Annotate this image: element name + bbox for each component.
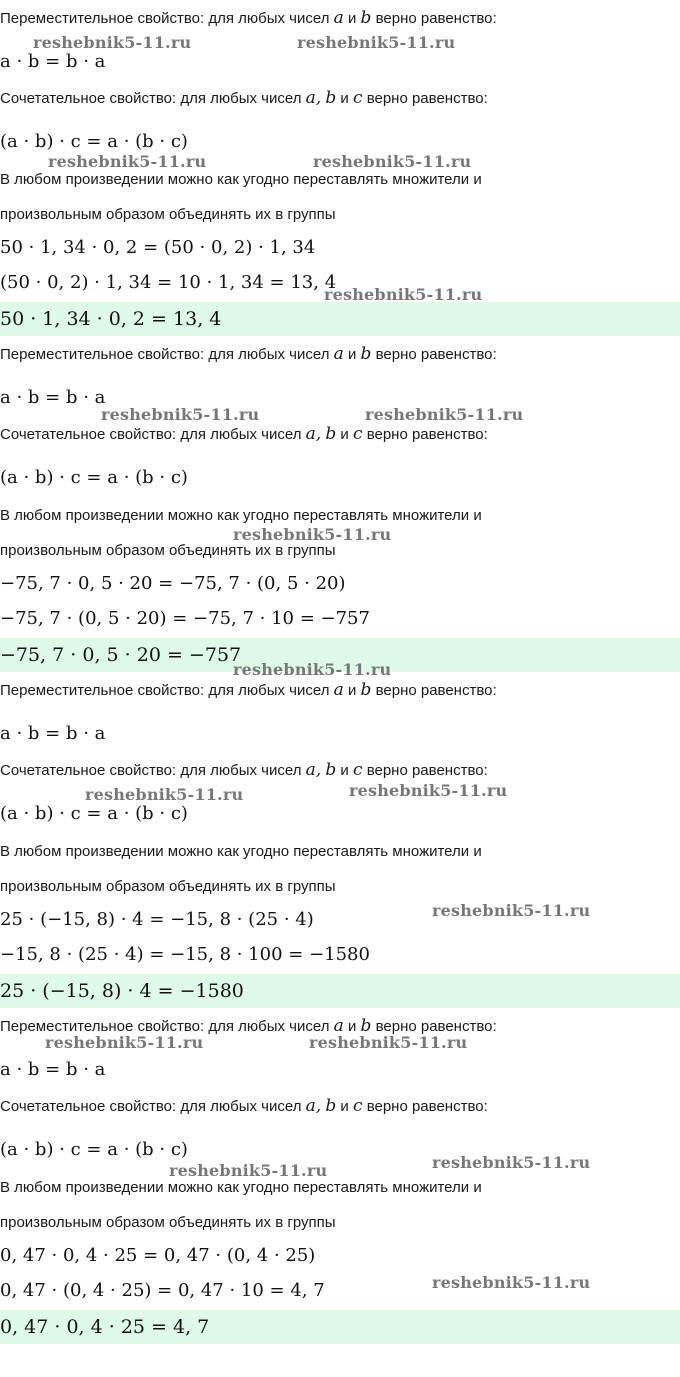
solution-step-2: 0, 47 · (0, 4 · 25) = 0, 47 · 10 = 4, 7 — [0, 1280, 325, 1301]
watermark: reshebnik5-11.ru — [45, 1033, 204, 1052]
general-rule-line-2: произвольным образом объединять их в группы — [0, 878, 336, 895]
solution-block-4 — [0, 1008, 680, 1344]
solution-block-3 — [0, 672, 680, 1008]
associative-rule: Сочетательное свойство: для любых чисел a, b и c верно равенство: — [0, 760, 488, 780]
answer-formula: 25 · (−15, 8) · 4 = −1580 — [0, 980, 244, 1002]
associative-rule: Сочетательное свойство: для любых чисел a, b и c верно равенство: — [0, 424, 488, 444]
commutative-rule: Переместительное свойство: для любых чисел a и b верно равенство: — [0, 680, 497, 700]
watermark: reshebnik5-11.ru — [309, 1033, 468, 1052]
solution-block-2 — [0, 336, 680, 679]
solution-step-1: 50 · 1, 34 · 0, 2 = (50 · 0, 2) · 1, 34 — [0, 237, 316, 258]
solution-step-1: −75, 7 · 0, 5 · 20 = −75, 7 · (0, 5 · 20) — [0, 573, 346, 594]
watermark: reshebnik5-11.ru — [297, 33, 456, 52]
general-rule-line-1: В любом произведении можно как угодно переставлять множители и — [0, 171, 482, 188]
answer-row — [0, 1310, 680, 1344]
watermark: reshebnik5-11.ru — [432, 901, 591, 920]
general-rule-line-1: В любом произведении можно как угодно переставлять множители и — [0, 507, 482, 524]
watermark: reshebnik5-11.ru — [101, 405, 260, 424]
answer-formula: 0, 47 · 0, 4 · 25 = 4, 7 — [0, 1316, 210, 1338]
watermark: reshebnik5-11.ru — [349, 781, 508, 800]
commutative-formula: a · b = b · a — [0, 723, 106, 744]
associative-formula: (a · b) · c = a · (b · c) — [0, 467, 188, 488]
watermark: reshebnik5-11.ru — [313, 152, 472, 171]
solution-step-1: 25 · (−15, 8) · 4 = −15, 8 · (25 · 4) — [0, 909, 314, 930]
general-rule-line-2: произвольным образом объединять их в группы — [0, 206, 336, 223]
commutative-formula: a · b = b · a — [0, 387, 106, 408]
commutative-rule: Переместительное свойство: для любых чисел a и b верно равенство: — [0, 8, 497, 28]
associative-formula: (a · b) · c = a · (b · c) — [0, 803, 188, 824]
watermark: reshebnik5-11.ru — [48, 152, 207, 171]
watermark: reshebnik5-11.ru — [233, 660, 392, 679]
commutative-rule: Переместительное свойство: для любых чисел a и b верно равенство: — [0, 1016, 497, 1036]
associative-rule: Сочетательное свойство: для любых чисел a, b и c верно равенство: — [0, 88, 488, 108]
associative-formula: (a · b) · c = a · (b · c) — [0, 1139, 188, 1160]
commutative-formula: a · b = b · a — [0, 1059, 106, 1080]
associative-formula: (a · b) · c = a · (b · c) — [0, 131, 188, 152]
answer-formula: 50 · 1, 34 · 0, 2 = 13, 4 — [0, 308, 222, 330]
general-rule-line-2: произвольным образом объединять их в группы — [0, 542, 336, 559]
watermark: reshebnik5-11.ru — [233, 525, 392, 544]
solution-block-1 — [0, 0, 680, 336]
answer-row — [0, 974, 680, 1008]
watermark: reshebnik5-11.ru — [432, 1153, 591, 1172]
watermark: reshebnik5-11.ru — [324, 285, 483, 304]
answer-row — [0, 638, 680, 672]
solution-step-2: −75, 7 · (0, 5 · 20) = −75, 7 · 10 = −757 — [0, 608, 370, 629]
commutative-formula: a · b = b · a — [0, 51, 106, 72]
general-rule-line-2: произвольным образом объединять их в группы — [0, 1214, 336, 1231]
answer-formula: −75, 7 · 0, 5 · 20 = −757 — [0, 644, 242, 666]
general-rule-line-1: В любом произведении можно как угодно переставлять множители и — [0, 1179, 482, 1196]
commutative-rule: Переместительное свойство: для любых чисел a и b верно равенство: — [0, 344, 497, 364]
solution-step-2: −15, 8 · (25 · 4) = −15, 8 · 100 = −1580 — [0, 944, 370, 965]
watermark: reshebnik5-11.ru — [365, 405, 524, 424]
watermark: reshebnik5-11.ru — [169, 1161, 328, 1180]
watermark: reshebnik5-11.ru — [85, 785, 244, 804]
solution-step-1: 0, 47 · 0, 4 · 25 = 0, 47 · (0, 4 · 25) — [0, 1245, 316, 1266]
watermark: reshebnik5-11.ru — [432, 1273, 591, 1292]
associative-rule: Сочетательное свойство: для любых чисел a, b и c верно равенство: — [0, 1096, 488, 1116]
general-rule-line-1: В любом произведении можно как угодно переставлять множители и — [0, 843, 482, 860]
answer-row — [0, 302, 680, 336]
watermark: reshebnik5-11.ru — [33, 33, 192, 52]
solution-step-2: (50 · 0, 2) · 1, 34 = 10 · 1, 34 = 13, 4 — [0, 272, 337, 293]
